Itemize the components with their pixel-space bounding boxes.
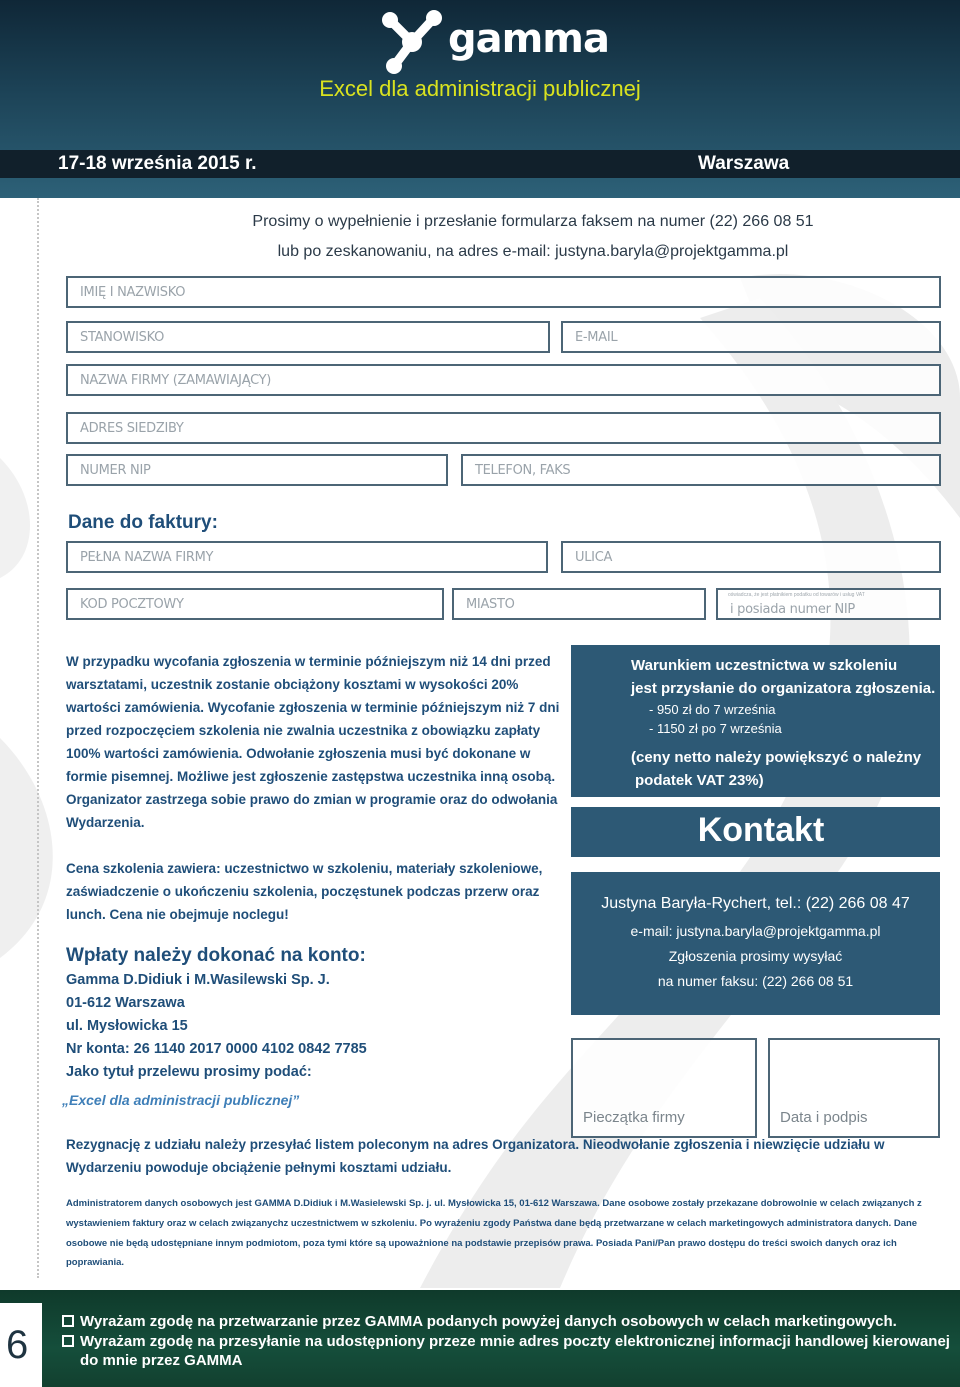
course-title: Excel dla administracji publicznej <box>319 76 641 101</box>
intro-line-2: lub po zeskanowaniu, na adres e-mail: justyna.baryla@projektgamma.pl <box>277 243 789 260</box>
signature-label: Data i podpis <box>780 1109 868 1126</box>
price-early: - 950 zł do 7 września <box>649 702 776 717</box>
contact-person: Justyna Baryła-Rychert, tel.: (22) 266 08 47 <box>601 895 910 912</box>
invoice-postal-label: KOD POCZTOWY <box>80 597 184 612</box>
company-field[interactable] <box>66 364 941 396</box>
conditions-box <box>571 645 940 797</box>
vat-note-line-1: (ceny netto należy powiększyć o należny <box>631 749 922 766</box>
gamma-logo-icon <box>378 8 448 78</box>
consent-email <box>62 1333 950 1350</box>
consent-email-checkbox[interactable] <box>62 1335 74 1347</box>
fold-line <box>37 198 39 1278</box>
payment-title: „Excel dla administracji publicznej” <box>62 1092 300 1108</box>
intro-line-1: Prosimy o wypełnienie i przesłanie formularza faksem na numer (22) 266 08 51 <box>252 213 814 230</box>
invoice-company-label: PEŁNA NAZWA FIRMY <box>80 550 214 565</box>
invoice-heading: Dane do faktury: <box>68 512 218 533</box>
invoice-street-field[interactable] <box>561 541 941 573</box>
resignation-note: Rezygnację z udziału należy przesyłać listem poleconym na adres Organizatora. Nieodwołanie zgłoszenia i niewzięcie udziału w Wydarzeniu powoduje obciążenie pełnymi kosztami udziału. <box>66 1137 885 1175</box>
address-field[interactable] <box>66 412 941 444</box>
vat-note-line-2: podatek VAT 23%) <box>635 772 764 789</box>
position-field-label: STANOWISKO <box>80 330 165 345</box>
consent-marketing-checkbox[interactable] <box>62 1315 74 1327</box>
cancellation-policy: W przypadku wycofania zgłoszenia w terminie późniejszym niż 14 dni przed warsztatami, uczestnik zostanie obciążony kosztami w wysokości 20% wartości zamówienia. Wycofanie zgłoszenia w terminie późniejszym niż 7 dni przed rozpoczęciem szkolenia nie zwalnia uczestnika z obowiązku zapłaty 100% wartości zamówienia. Odwołanie zgłoszenia musi być dokonane w formie pisemnej. Możliwe jest zgłoszenie zastępstwa uczestnika inną osobą. Organizator zastrzega sobie prawo do zmian w programie oraz do odwołania Wydarzenia. <box>66 654 560 830</box>
phone-field-label: TELEFON, FAKS <box>475 463 571 478</box>
position-field[interactable] <box>66 321 550 353</box>
contact-line-3: Zgłoszenia prosimy wysyłać <box>668 948 843 964</box>
page-number: 6 <box>6 1323 29 1367</box>
invoice-city-field[interactable] <box>452 588 706 620</box>
conditions-line-2: jest przysłanie do organizatora zgłoszenia. <box>631 680 936 697</box>
payment-city: 01-612 Warszawa <box>66 995 185 1011</box>
company-field-label: NAZWA FIRMY (ZAMAWIAJĄCY) <box>80 373 272 388</box>
invoice-nip-field[interactable] <box>716 588 941 620</box>
vat-note <box>631 746 921 792</box>
payment-heading: Wpłaty należy dokonać na konto: <box>66 945 366 966</box>
email-field[interactable] <box>561 321 941 353</box>
invoice-company-field[interactable] <box>66 541 548 573</box>
name-field[interactable] <box>66 276 941 308</box>
contact-fax: na numer faksu: (22) 266 08 51 <box>657 973 854 989</box>
event-city: Warszawa <box>698 153 790 174</box>
payment-title-label: Jako tytuł przelewu prosimy podać: <box>66 1064 312 1080</box>
event-date: 17-18 września 2015 r. <box>58 153 257 174</box>
name-field-label: IMIĘ I NAZWISKO <box>80 285 186 300</box>
header <box>0 0 960 198</box>
logo-wordmark: gamma <box>448 16 609 62</box>
invoice-nip-note: oświadcza, że jest płatnikiem podatku od towarów i usług VAT <box>728 592 865 598</box>
conditions-line-1: Warunkiem uczestnictwa w szkoleniu <box>631 657 898 674</box>
nip-field-label: NUMER NIP <box>80 463 151 478</box>
invoice-street-label: ULICA <box>575 550 613 565</box>
contact-box <box>571 872 940 1015</box>
conditions-heading <box>631 654 935 700</box>
invoice-nip-label: i posiada numer NIP <box>730 602 855 617</box>
consent-marketing <box>62 1313 897 1330</box>
consent-marketing-label: Wyrażam zgodę na przetwarzanie przez GAMMA podanych powyżej danych osobowych w celach marketingowych. <box>80 1313 897 1330</box>
email-field-label: E-MAIL <box>575 330 618 345</box>
kontakt-banner <box>571 807 940 857</box>
phone-field[interactable] <box>461 454 941 486</box>
payment-account: Nr konta: 26 1140 2017 0000 4102 0842 7785 <box>66 1041 367 1057</box>
payment-street: ul. Mysłowicka 15 <box>66 1018 188 1034</box>
price-includes: Cena szkolenia zawiera: uczestnictwo w szkoleniu, materiały szkoleniowe, zaświadczenie o ukończeniu szkolenia, poczęstunek podczas przerw oraz lunch. Cena nie obejmuje noclegu! <box>66 861 543 922</box>
contact-email: e-mail: justyna.baryla@projektgamma.pl <box>630 923 881 939</box>
invoice-postal-field[interactable] <box>66 588 444 620</box>
consent-email-label: Wyrażam zgodę na przesyłanie na udostępniony przeze mnie adres poczty elektronicznej informacji handlowej kierowanej <box>80 1333 950 1350</box>
gamma-logo <box>378 8 609 78</box>
company-stamp-box[interactable] <box>571 1038 757 1138</box>
nip-field[interactable] <box>66 454 448 486</box>
kontakt-heading: Kontakt <box>697 811 825 849</box>
payment-company: Gamma D.Didiuk i M.Wasilewski Sp. J. <box>66 972 330 988</box>
invoice-city-label: MIASTO <box>466 597 515 612</box>
consent-email-line-2: do mnie przez GAMMA <box>80 1352 243 1369</box>
date-bar <box>0 150 960 178</box>
gdpr-notice: Administratorem danych osobowych jest GAMMA D.Didiuk i M.Wasielewski Sp. j. ul. Mysłowicka 15, 01-612 Warszawa. Dane osobowe zostały przekazane dobrowolnie w celach związanych z wystawieniem faktury oraz w celach związanychz uczestnictwem w szkoleniu. Po wyrażeniu zgody Państwa dane będą przetwarzane w celach marketingowych administratora danych. Dane osobowe nie będą udostępniane innym podmiotom, poza tymi które są upoważnione na podstawie przepisów prawa. Posiada Pani/Pan prawo dostępu do treści swoich danych oraz ich poprawiania. <box>66 1198 922 1269</box>
page-tab <box>0 1303 42 1387</box>
company-stamp-label: Pieczątka firmy <box>583 1109 685 1126</box>
price-late: - 1150 zł po 7 września <box>649 721 782 736</box>
address-field-label: ADRES SIEDZIBY <box>80 421 184 436</box>
signature-box[interactable] <box>768 1038 940 1138</box>
